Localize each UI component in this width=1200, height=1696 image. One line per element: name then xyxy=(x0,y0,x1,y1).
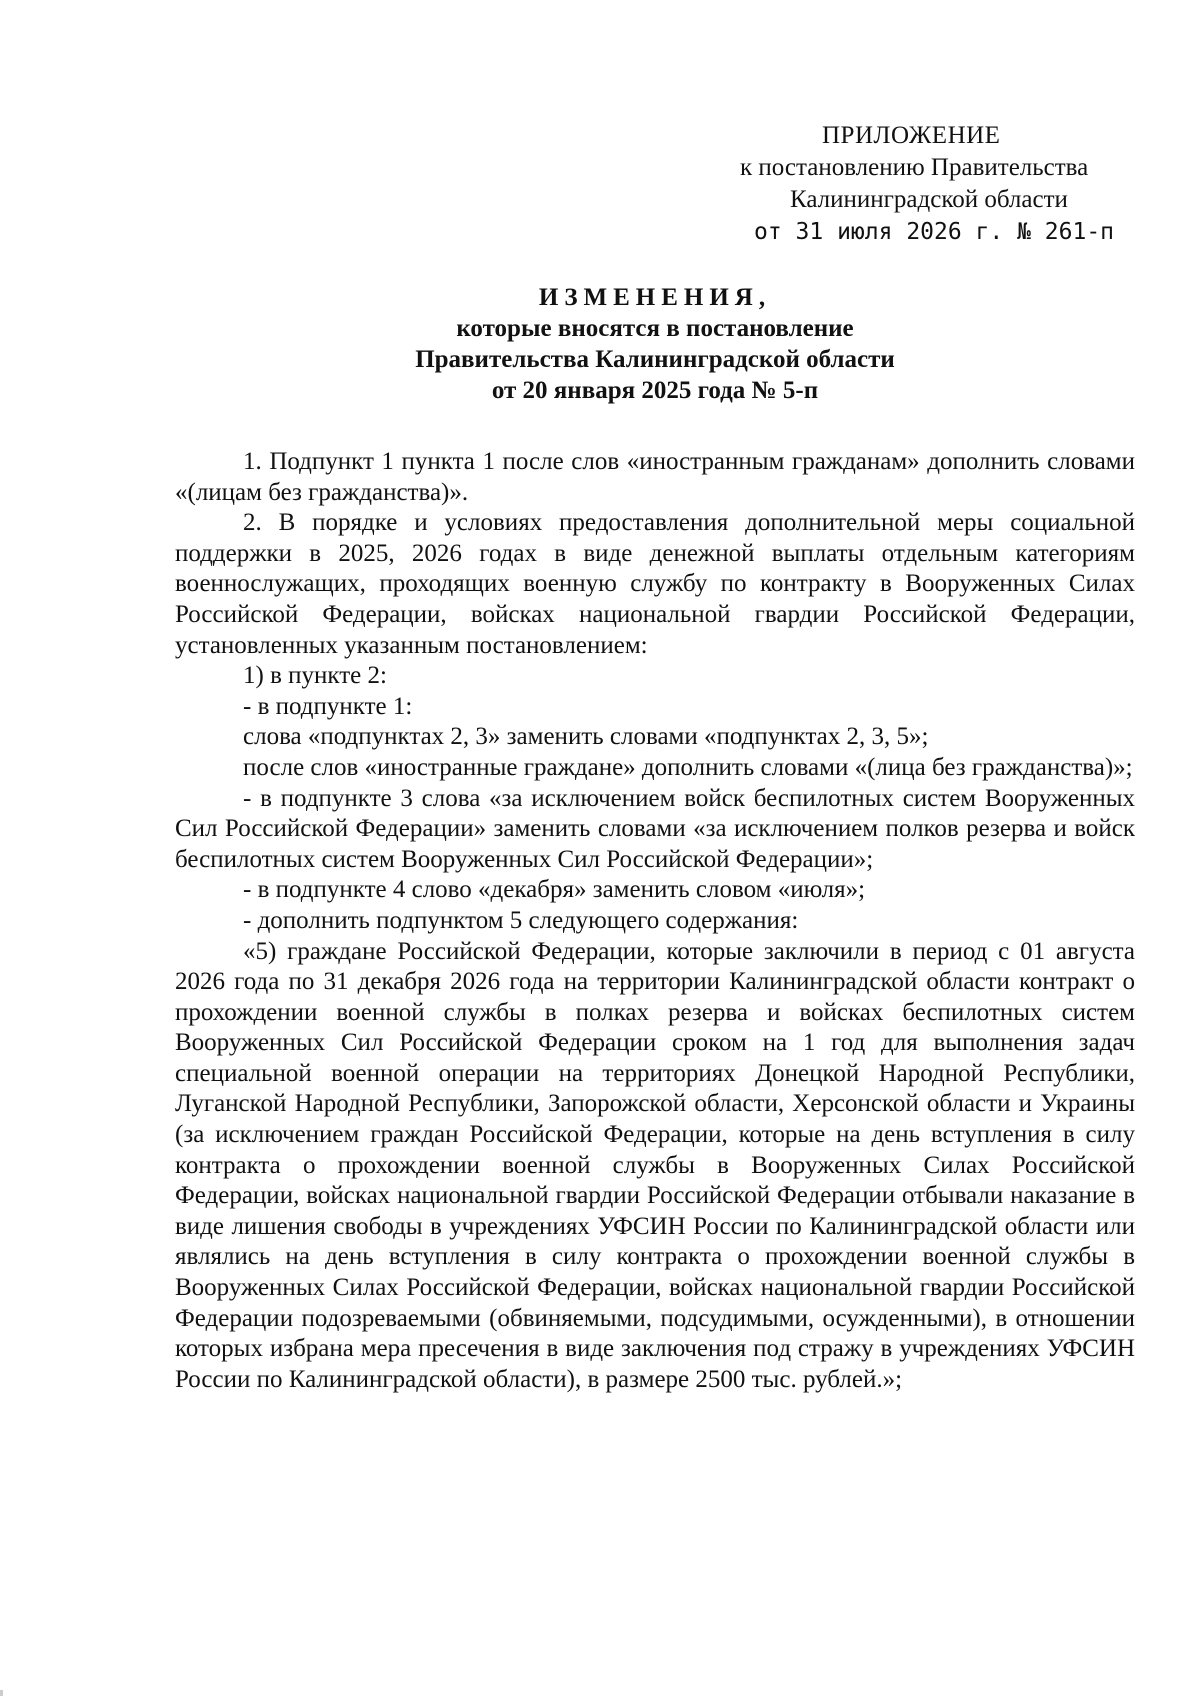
attachment-resolution-line: к постановлению Правительства xyxy=(740,154,1089,181)
paragraph: 1) в пункте 2: xyxy=(243,662,387,690)
heading-line-1: которые вносятся в постановление xyxy=(456,315,854,342)
attachment-date-number: от 31 июля 2026 г. № 261-п xyxy=(754,219,1115,245)
heading-line-2: Правительства Калининградской области xyxy=(415,346,895,373)
document-heading xyxy=(175,282,1135,406)
paragraph: - в подпункте 1: xyxy=(243,692,413,720)
scan-edge-mark xyxy=(0,1690,3,1696)
paragraph: «5) граждане Российской Федерации, которые заключили в период с 01 августа 2026 года по 31 декабря 2026 года на территории Калининградской области контракт о прохождении военной службы в полках резерва и войсках беспилотных систем Вооруженных Сил Российской Федерации сроком на 1 год для выполнения задач специальной военной операции на территориях Донецкой Народной Республики, Луганской Народной Республики, Запорожской области, Херсонской области и Украины (за исключением граждан Российской Федерации, которые на день вступления в силу контракта о прохождении военной службы в Вооруженных Силах Российской Федерации, войсках национальной гвардии Российской Федерации отбывали наказание в виде лишения свободы в учреждениях УФСИН России по Калининградской области или являлись на день вступления в силу контракта о прохождении военной службы в Вооруженных Силах Российской Федерации, войсках национальной гвардии Российской Федерации подозреваемыми (обвиняемыми, подсудимыми, осужденными), в отношении которых избрана мера пресечения в виде заключения под стражу в учреждениях УФСИН России по Калининградской области), в размере 2500 тыс. рублей.»; xyxy=(175,937,1135,1393)
paragraph: после слов «иностранные граждане» дополнить словами «(лица без гражданства)»; xyxy=(243,753,1133,781)
attachment-title: ПРИЛОЖЕНИЕ xyxy=(822,122,1001,149)
attachment-block xyxy=(700,120,1140,248)
paragraph: 1. Подпункт 1 пункта 1 после слов «иностранным гражданам» дополнить словами «(лицам без гражданства)». xyxy=(175,448,1135,506)
attachment-region-line: Калининградской области xyxy=(790,186,1068,213)
paragraph: - в подпункте 3 слова «за исключением войск беспилотных систем Вооруженных Сил Российской Федерации» заменить словами «за исключением полков резерва и войск беспилотных систем Вооруженных Сил Российской Федерации»; xyxy=(175,784,1135,873)
heading-title: ИЗМЕНЕНИЯ, xyxy=(538,284,772,311)
paragraph: 2. В порядке и условиях предоставления дополнительной меры социальной поддержки в 2025, 2026 годах в виде денежной выплаты отдельным категориям военнослужащих, проходящих военную службу по контракту в Вооруженных Силах Российской Федерации, войсках национальной гвардии Российской Федерации, установленных указанным постановлением: xyxy=(175,509,1135,659)
heading-line-3: от 20 января 2025 года № 5-п xyxy=(491,377,819,404)
paragraph: - дополнить подпунктом 5 следующего содержания: xyxy=(243,906,799,934)
document-body xyxy=(175,447,1135,1395)
paragraph: слова «подпунктах 2, 3» заменить словами «подпунктах 2, 3, 5»; xyxy=(243,723,929,751)
paragraph: - в подпункте 4 слово «декабря» заменить словом «июля»; xyxy=(243,876,866,904)
